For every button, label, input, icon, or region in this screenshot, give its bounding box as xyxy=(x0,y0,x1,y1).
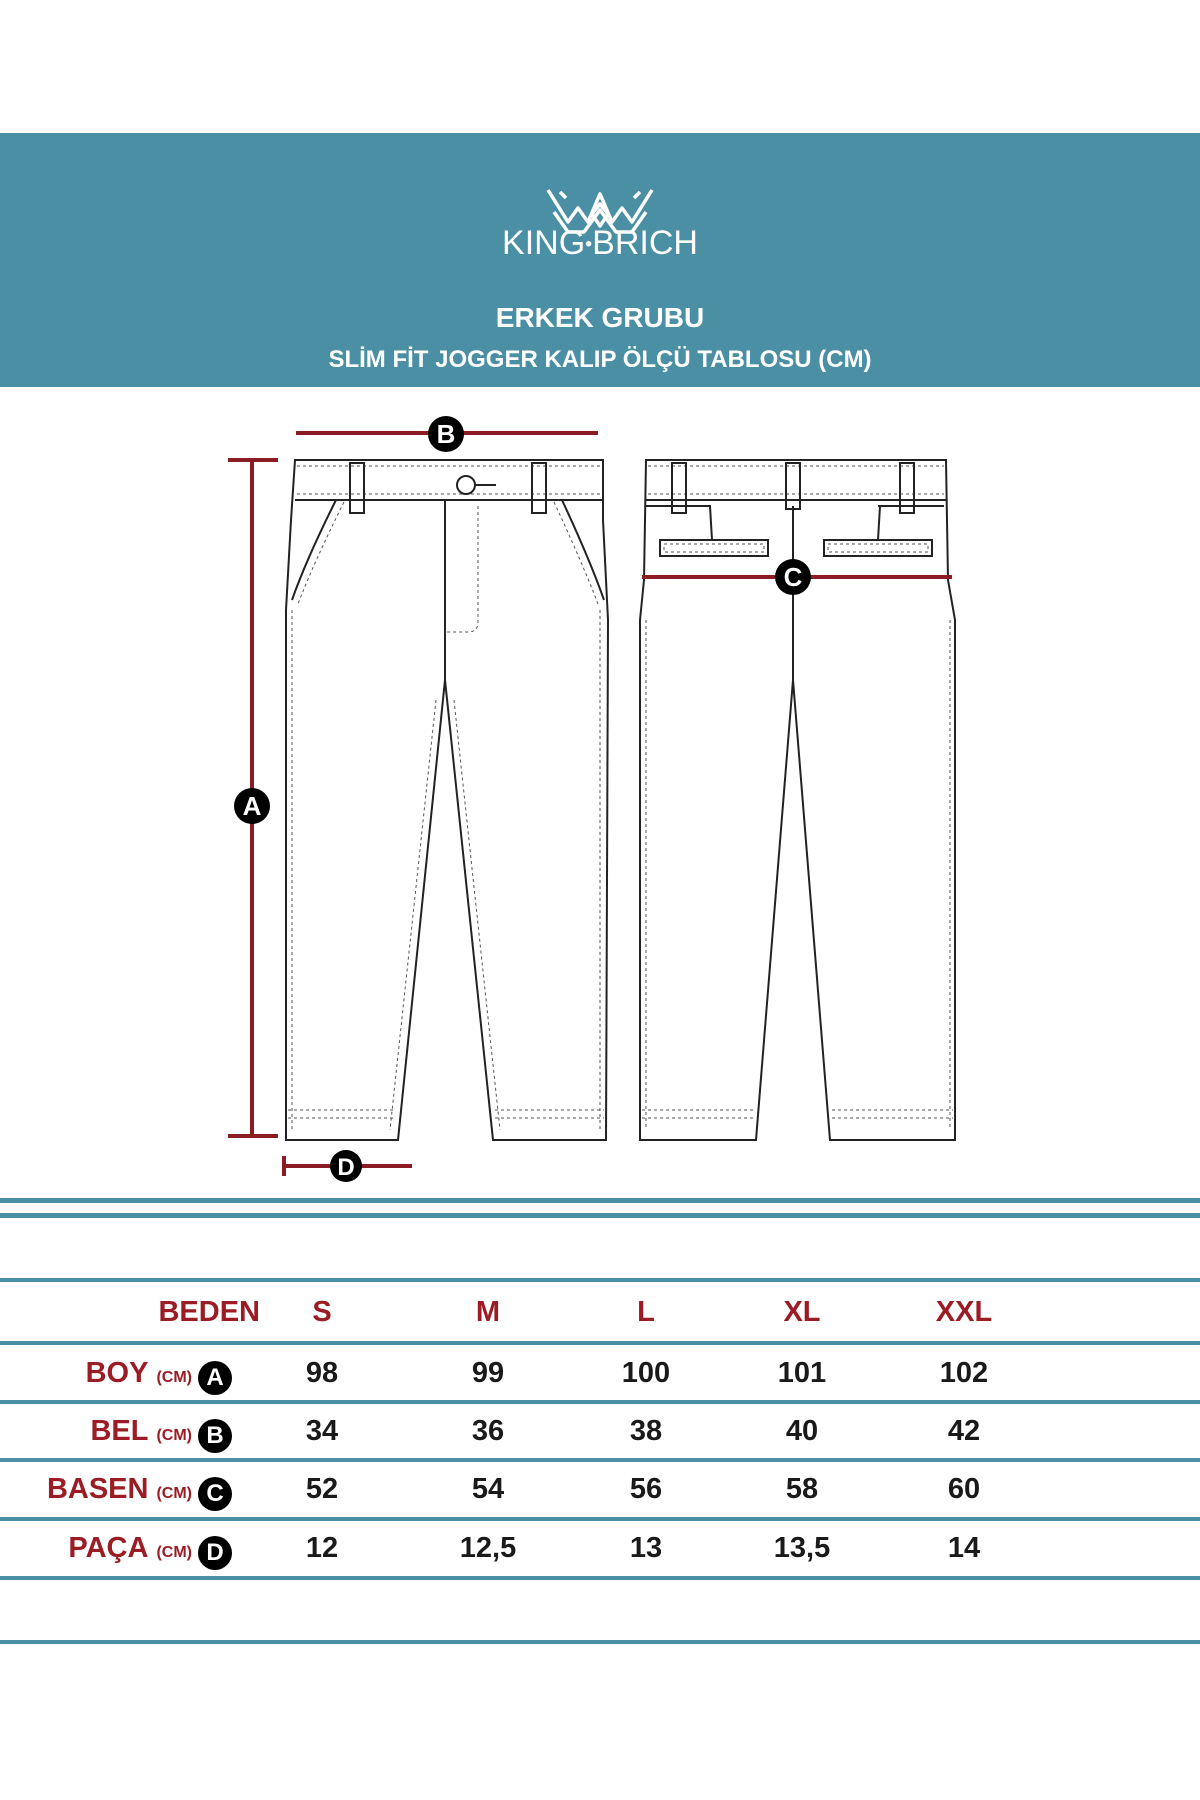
row-label-name: PAÇA xyxy=(68,1532,149,1564)
table-row xyxy=(0,1520,1200,1576)
value-cell: 42 xyxy=(947,1415,981,1447)
row-label xyxy=(86,1345,232,1401)
table-rule xyxy=(0,1278,1200,1282)
row-label xyxy=(68,1520,232,1576)
value-cell: 100 xyxy=(621,1357,671,1389)
table-row xyxy=(0,1461,1200,1517)
table-header-row xyxy=(0,1284,1200,1340)
value-cell: 56 xyxy=(629,1473,663,1505)
value-cell: 12,5 xyxy=(459,1532,517,1564)
header-cell-size: S xyxy=(312,1296,332,1328)
page-subtitle: SLİM FİT JOGGER KALIP ÖLÇÜ TABLOSU (CM) xyxy=(328,346,872,373)
header-cell-beden: BEDEN xyxy=(158,1296,260,1328)
value-cell: 14 xyxy=(947,1532,981,1564)
unit-label: (CM) xyxy=(156,1544,192,1561)
value-cell: 34 xyxy=(305,1415,339,1447)
table-row xyxy=(0,1345,1200,1401)
header-cell-size: M xyxy=(475,1296,501,1328)
value-cell: 40 xyxy=(785,1415,819,1447)
value-cell: 52 xyxy=(305,1473,339,1505)
value-cell: 38 xyxy=(629,1415,663,1447)
table-row xyxy=(0,1403,1200,1459)
value-cell: 12 xyxy=(305,1532,339,1564)
brand-wordmark: KING•BRICH xyxy=(502,224,698,262)
value-cell: 99 xyxy=(471,1357,505,1389)
value-cell: 58 xyxy=(785,1473,819,1505)
marker-d-icon: D xyxy=(198,1536,232,1570)
marker-d-icon xyxy=(330,1150,362,1182)
marker-b-icon xyxy=(428,416,464,452)
value-cell: 98 xyxy=(305,1357,339,1389)
divider xyxy=(0,1213,1200,1218)
marker-a-icon xyxy=(234,788,270,824)
value-cell: 101 xyxy=(777,1357,827,1389)
svg-text:D: D xyxy=(337,1154,355,1181)
svg-text:A: A xyxy=(242,791,262,821)
header-cell-size: XXL xyxy=(935,1296,993,1328)
table-rule xyxy=(0,1576,1200,1580)
marker-a-icon: A xyxy=(198,1361,232,1395)
row-label xyxy=(90,1403,232,1459)
value-cell: 13,5 xyxy=(773,1532,831,1564)
unit-label: (CM) xyxy=(156,1369,192,1386)
value-cell: 102 xyxy=(939,1357,989,1389)
svg-text:C: C xyxy=(783,562,803,592)
row-label-name: BASEN xyxy=(46,1473,149,1505)
trousers-diagram xyxy=(0,387,1200,1207)
marker-c-icon xyxy=(775,559,811,595)
row-label xyxy=(47,1461,232,1517)
value-cell: 60 xyxy=(947,1473,981,1505)
marker-b-icon: B xyxy=(198,1419,232,1453)
unit-label: (CM) xyxy=(156,1427,192,1444)
front-view xyxy=(286,460,608,1140)
svg-text:B: B xyxy=(436,419,456,449)
marker-c-icon: C xyxy=(198,1477,232,1511)
value-cell: 13 xyxy=(629,1532,663,1564)
row-label-name: BEL xyxy=(90,1415,149,1447)
unit-label: (CM) xyxy=(156,1485,192,1502)
header-cell-size: XL xyxy=(783,1296,821,1328)
divider xyxy=(0,1198,1200,1203)
header-cell-size: L xyxy=(637,1296,655,1328)
table-rule xyxy=(0,1640,1200,1644)
page-title: ERKEK GRUBU xyxy=(495,302,705,333)
value-cell: 36 xyxy=(471,1415,505,1447)
value-cell: 54 xyxy=(471,1473,505,1505)
row-label-name: BOY xyxy=(85,1357,149,1389)
